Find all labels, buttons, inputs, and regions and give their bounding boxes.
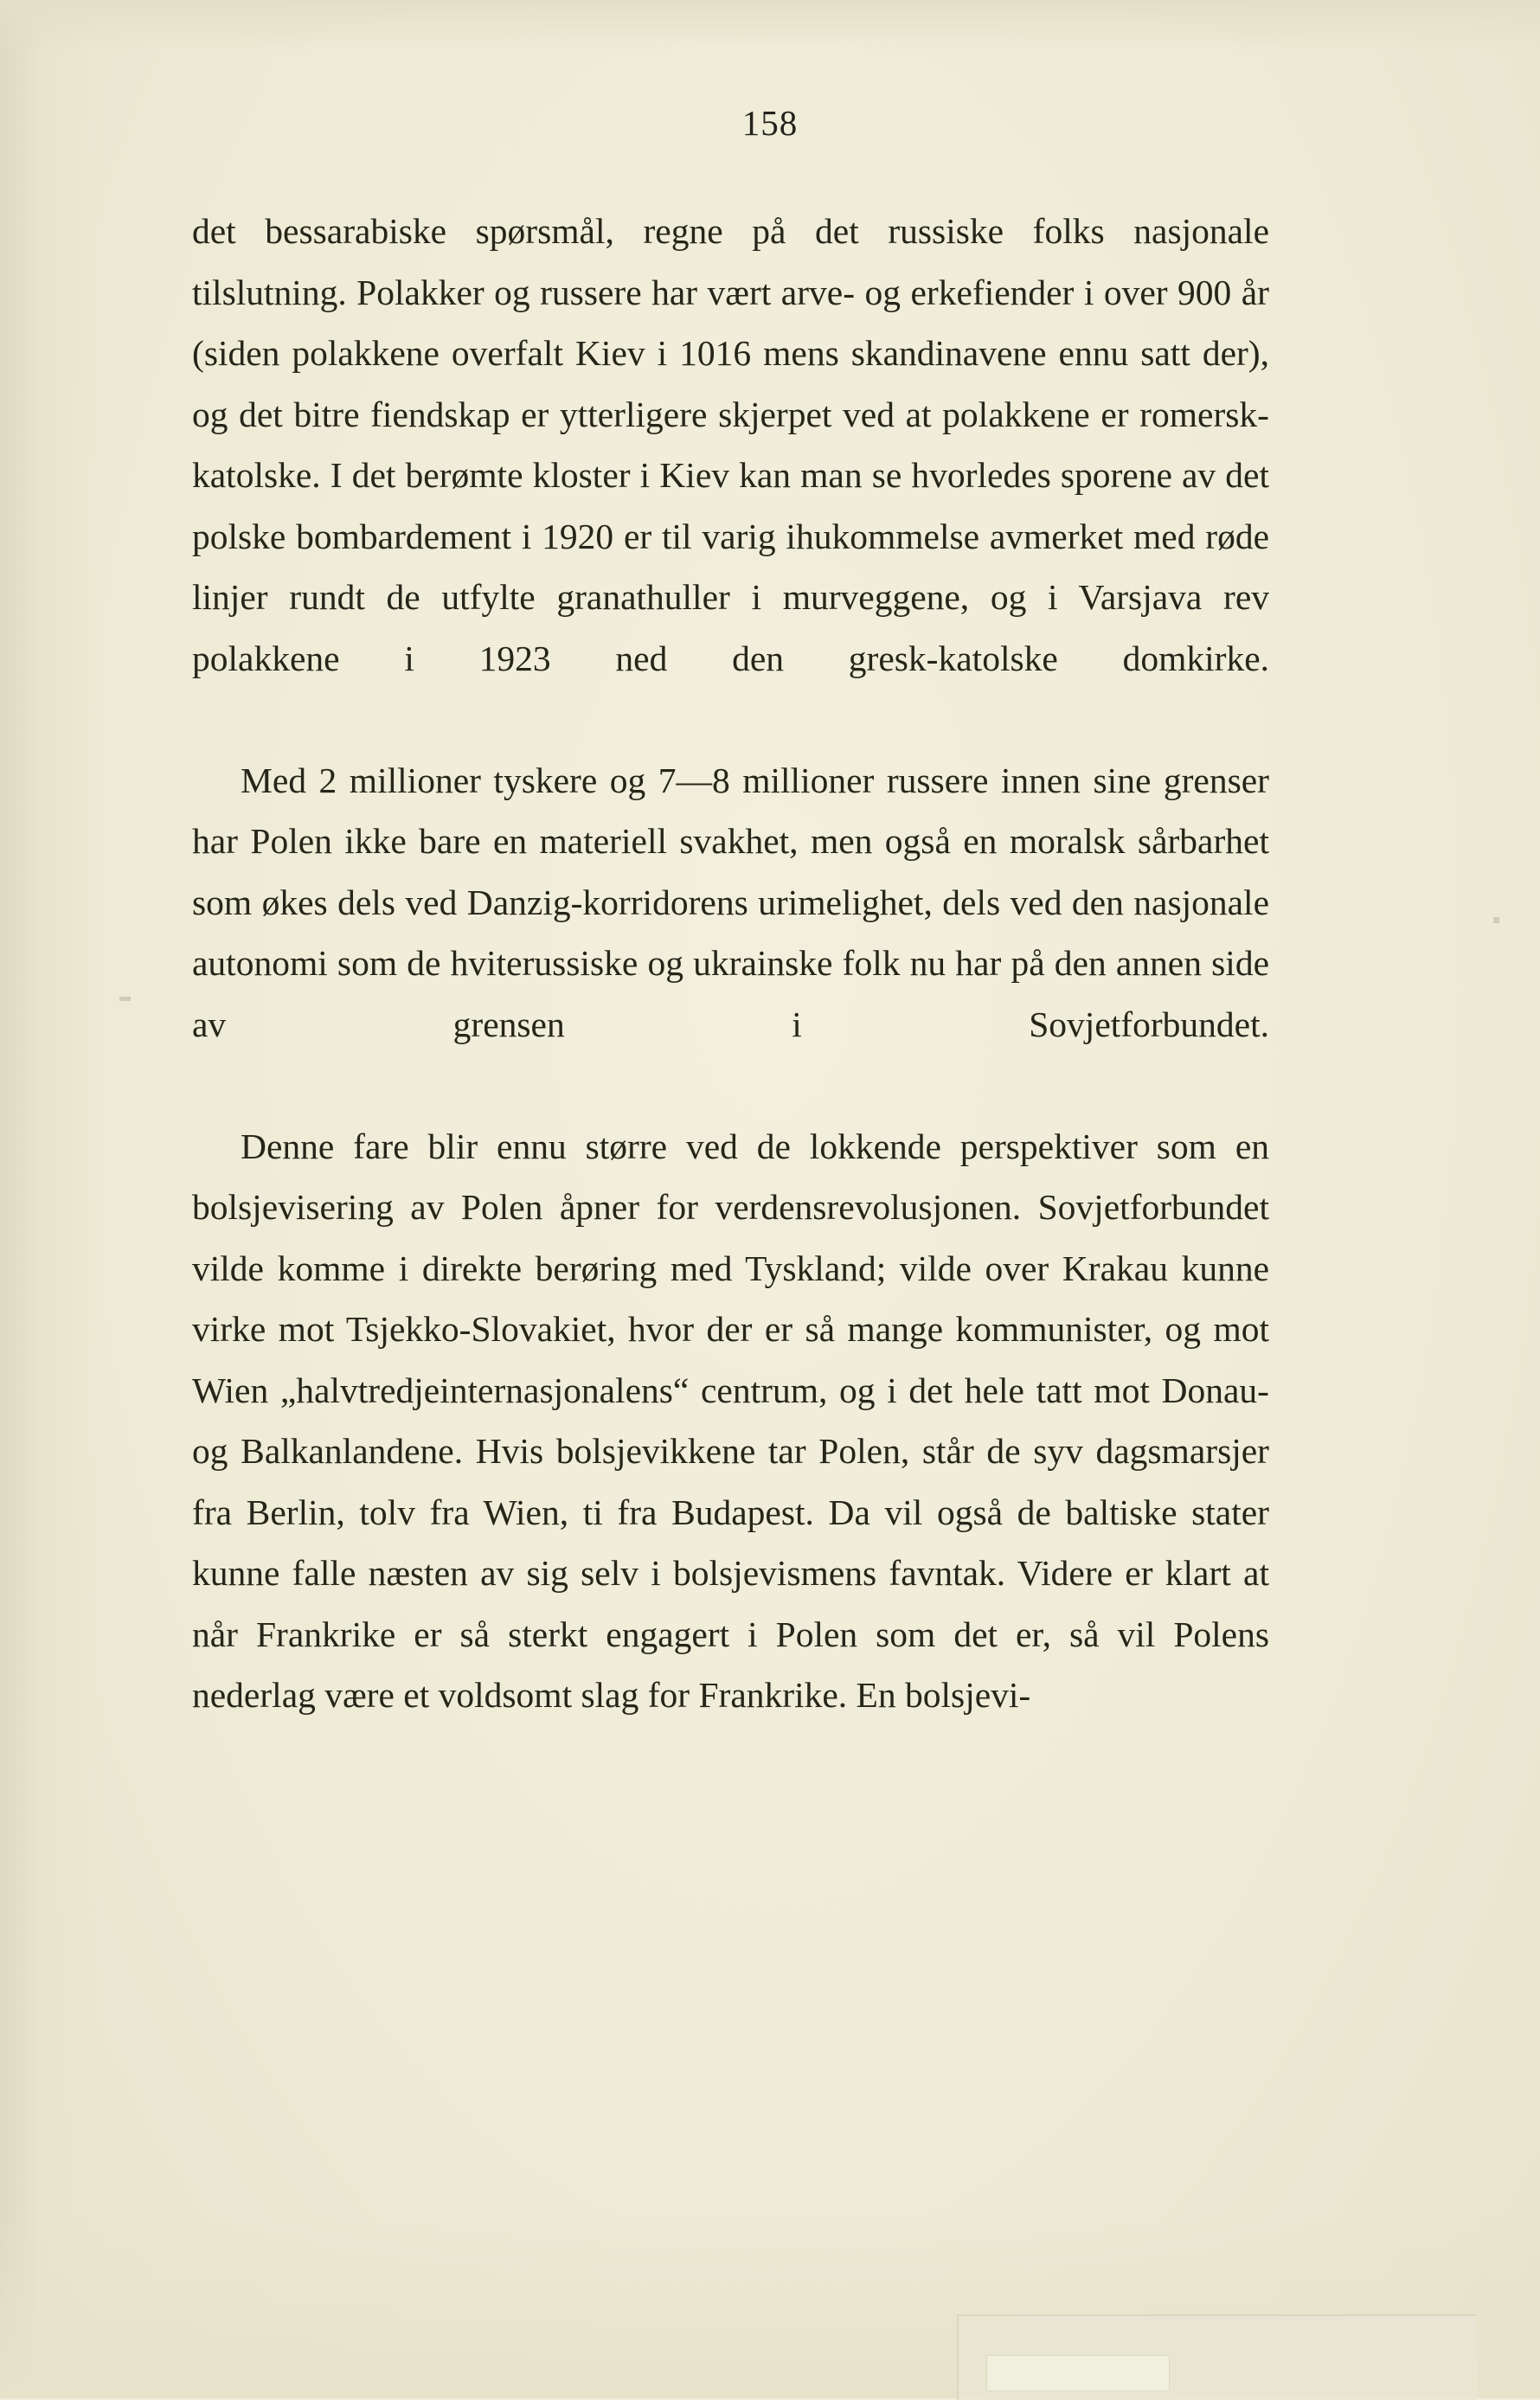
page-top-edge-shadow (0, 0, 1540, 52)
scan-artifact-inner (986, 2355, 1170, 2391)
paragraph-3: Denne fare blir ennu større ved de lokkende perspektiver som en bolsjevisering av Polen åpner for verdensrevolusjonen. Sovjetforbundet vilde komme i direkte berøring med Tyskland; vilde over Krakau kunne virke mot Tsjekko-Slovakiet, hvor der er så mange kommunister, og mot Wien „halvtredjeinternasjonalens“ centrum, og i det hele tatt mot Donau- og Balkanlandene. Hvis bolsjevikkene tar Polen, står de syv dagsmarsjer fra Berlin, tolv fra Wien, ti fra Budapest. Da vil også de baltiske stater kunne falle næsten av sig selv i bolsjevismens favntak. Videre er klart at når Frankrike er så sterkt engagert i Polen som det er, så vil Polens nederlag være et voldsomt slag for Frankrike. En bolsjevi- (192, 1126, 1269, 1715)
paragraph-1: det bessarabiske spørsmål, regne på det russiske folks nasjonale tilslutning. Polakker og russere har vært arve- og erkefiender i over 900 år (siden polakkene overfalt Kiev i 1016 mens skandinavene ennu satt der), og det bitre fiendskap er ytterligere skjerpet ved at polakkene er romersk-katolske. I det berømte kloster i Kiev kan man se hvorledes sporene av det polske bombardement i 1920 er til varig ihukommelse avmerket med røde linjer rundt de utfylte granathuller i murveggene, og i Varsjava rev polakkene i 1923 ned den gresk-katolske domkirke. (192, 211, 1269, 678)
page-left-edge-shadow (0, 0, 102, 2398)
page-bottom-edge-shadow (0, 2217, 1540, 2398)
page-speck (119, 997, 131, 1001)
page-speck (1493, 917, 1499, 923)
scan-artifact (957, 2314, 1478, 2400)
body-text (192, 201, 1269, 1726)
page-number: 158 (741, 103, 799, 143)
paragraph-2: Med 2 millioner tyskere og 7—8 millioner russere innen sine grenser har Polen ikke bare en materiell svakhet, men også en moralsk sårbarhet som økes dels ved Danzig-korridorens urimelighet, dels ved den nasjonale autonomi som de hviterussiske og ukrainske folk nu har på den annen side av grensen i Sovjetforbundet. (192, 760, 1269, 1044)
